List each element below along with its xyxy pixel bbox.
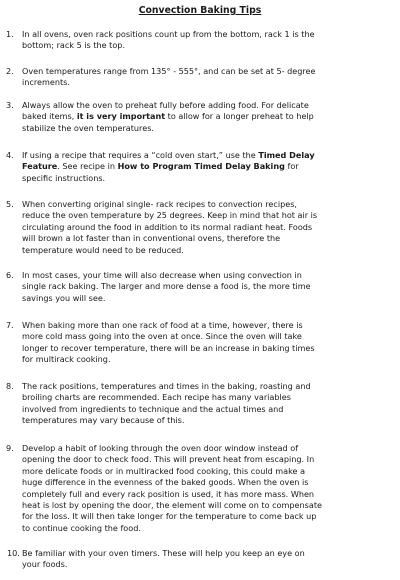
tip-text-line [22, 210, 392, 221]
tip-text-line [22, 199, 392, 210]
tip-text-line [22, 77, 392, 88]
tip-number: 7. [6, 320, 14, 330]
tip-text-line [22, 489, 392, 500]
tip-text-line [22, 454, 392, 465]
text-run: stabilize the oven temperatures. [22, 122, 154, 133]
text-run: to allow for a longer preheat to help [165, 111, 314, 122]
tip-text-line [22, 354, 392, 365]
tip-text-line [22, 443, 392, 454]
text-run: more delicate foods or in multiracked food cooking, this could make a [22, 465, 306, 476]
tip-number: 6. [6, 270, 14, 280]
text-run: increments. [22, 77, 70, 88]
tip-number: 1. [6, 29, 14, 39]
tip-text-line [22, 173, 392, 184]
tip-text-line [22, 477, 392, 488]
text-run: for [284, 161, 299, 172]
text-run: will brown a lot faster than in conventional ovens, therefore the [22, 233, 281, 244]
tip-text-line [22, 404, 392, 415]
tip-text [22, 66, 392, 89]
text-run: broiling charts are recommended. Each recipe has many variables [22, 392, 291, 403]
tip-text [22, 443, 392, 534]
tip-text [22, 270, 392, 304]
tip-text-line [22, 331, 392, 342]
tip-text-line [22, 40, 392, 51]
text-run: Develop a habit of looking through the oven door window instead of [22, 443, 299, 453]
tip-text [22, 199, 392, 256]
text-run: baked items, [22, 111, 77, 122]
tip-text-line [22, 29, 392, 40]
tip-text [22, 548, 392, 571]
tip-number: 8. [6, 381, 14, 391]
tip-text-line [22, 523, 392, 534]
tip-text-line [22, 66, 392, 77]
emphasis-text: Timed Delay [258, 150, 315, 160]
tip-number: 3. [6, 100, 14, 110]
text-run: your foods. [22, 559, 68, 570]
text-run: savings you will see. [22, 292, 106, 303]
tip-text-line [22, 511, 392, 522]
text-run: involved from ingredients to technique and the actual times and [22, 403, 284, 414]
text-run: for multirack cooking. [22, 354, 111, 365]
tip-text [22, 320, 392, 366]
tip-text-line [22, 111, 392, 122]
text-run: reduce the oven temperature by 25 degrees. Keep in mind that hot air is [22, 210, 318, 221]
tip-text-line [22, 320, 392, 331]
text-run: Be familiar with your oven timers. These will help you keep an eye on [22, 548, 305, 558]
text-run: huge difference in the evenness of the baked goods. When the oven is [22, 477, 309, 488]
emphasis-text: How to Program Timed Delay Baking [117, 161, 285, 172]
text-run: longer to recover temperature, there will be an increase in baking times [22, 342, 315, 353]
tip-text-line [22, 293, 392, 304]
tip-text [22, 100, 392, 134]
text-run: single rack baking. The larger and more dense a food is, the more time [22, 281, 311, 292]
text-run: In most cases, your time will also decrease when using convection in [22, 270, 302, 280]
tip-text-line [22, 500, 392, 511]
tip-number: 5. [6, 199, 14, 209]
tip-number: 4. [6, 150, 14, 160]
tip-text-line [22, 548, 392, 559]
text-run: When converting original single- rack recipes to convection recipes, [22, 199, 297, 209]
text-run: specific instructions. [22, 172, 106, 183]
tip-text-line [22, 233, 392, 244]
text-run: circulating around the food in addition to its normal radiant heat. Foods [22, 221, 313, 232]
text-run: for the loss. It will then take longer for the temperature to come back up [22, 511, 317, 522]
tip-text [22, 29, 392, 52]
tip-text-line [22, 415, 392, 426]
tip-text [22, 150, 392, 184]
tip-text-line [22, 100, 392, 111]
tip-text-line [22, 381, 392, 392]
tip-text-line [22, 559, 392, 570]
tip-text-line [22, 222, 392, 233]
text-run: to continue cooking the food. [22, 522, 141, 533]
tip-text-line [22, 270, 392, 281]
tip-number: 9. [6, 443, 14, 453]
tip-text-line [22, 466, 392, 477]
text-run: temperatures may vary because of this. [22, 415, 185, 426]
emphasis-text: Feature [22, 161, 58, 172]
text-run: temperature would need to be reduced. [22, 244, 184, 255]
text-run: heat is lost by opening the door, the element will come on to compensate [22, 500, 322, 511]
text-run: opening the door to check food. This will prevent heat from escaping. In [22, 454, 315, 465]
text-run: In all ovens, oven rack positions count up from the bottom, rack 1 is the [22, 29, 315, 39]
text-run: more cold mass going into the oven at once. Since the oven will take [22, 331, 302, 342]
document-title: Convection Baking Tips [138, 5, 262, 16]
tip-text [22, 381, 392, 427]
tip-text-line [22, 150, 392, 161]
text-run: bottom; rack 5 is the top. [22, 40, 126, 51]
text-run: If using a recipe that requires a “cold oven start,” use the [22, 150, 259, 160]
text-run: completely full and every rack position is used, it has more mass. When [22, 488, 315, 499]
text-run: The rack positions, temperatures and times in the baking, roasting and [22, 381, 311, 391]
tip-text-line [22, 392, 392, 403]
emphasis-text: it is very important [76, 111, 166, 122]
text-run: Oven temperatures range from 135° - 555°, and can be set at 5- degree [22, 66, 316, 76]
tip-text-line [22, 343, 392, 354]
text-run: Always allow the oven to preheat fully before adding food. For delicate [22, 100, 309, 110]
tip-text-line [22, 245, 392, 256]
text-run: . See recipe in [57, 161, 118, 172]
tip-text-line [22, 161, 392, 172]
tip-text-line [22, 123, 392, 134]
tip-number: 10. [7, 548, 20, 558]
text-run: When baking more than one rack of food at a time, however, there is [22, 320, 303, 330]
tip-number: 2. [6, 66, 14, 76]
tip-text-line [22, 281, 392, 292]
